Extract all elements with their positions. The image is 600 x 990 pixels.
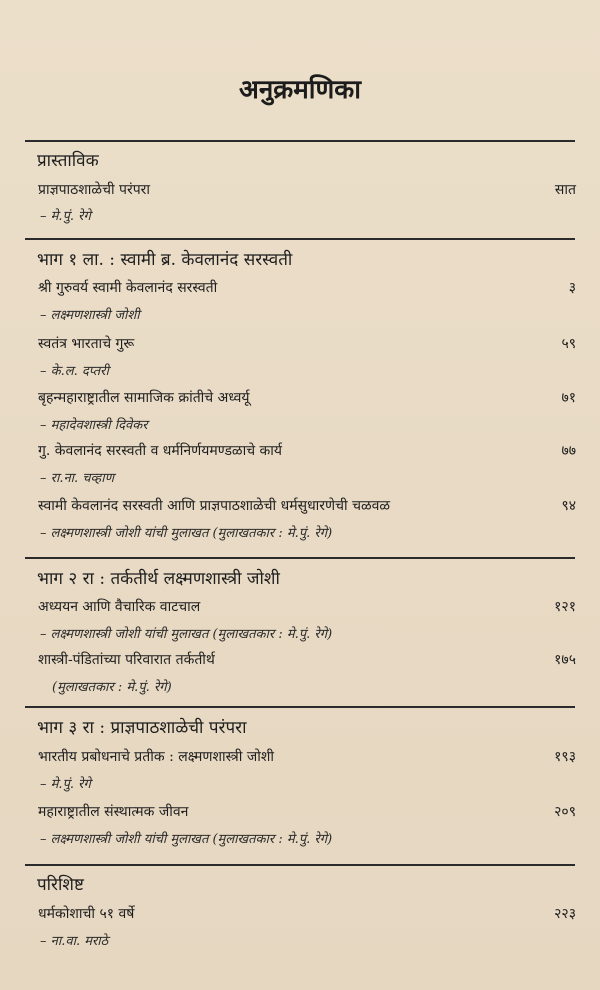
section-divider (25, 864, 575, 866)
section-heading-appendix: परिशिष्ट (37, 875, 84, 895)
toc-entry-page: ७१ (561, 390, 576, 406)
toc-entry-title[interactable]: श्री गुरुवर्य स्वामी केवलानंद सरस्वती (38, 280, 218, 296)
toc-entry-author: (मुलाखतकार : मे.पुं. रेगे) (52, 680, 172, 695)
toc-entry-author: – मे.पुं. रेगे (40, 209, 91, 224)
toc-entry-title[interactable]: प्राज्ञपाठशाळेची परंपरा (38, 182, 151, 198)
section-divider (25, 238, 575, 240)
toc-entry-page: २२३ (554, 906, 576, 922)
section-divider (25, 140, 575, 142)
toc-entry-page: ५९ (561, 336, 576, 352)
section-divider (25, 557, 575, 559)
toc-entry-author: – लक्ष्मणशास्त्री जोशी यांची मुलाखत (मुलाखतकार : मे.पुं. रेगे) (40, 832, 333, 847)
toc-entry-title[interactable]: बृहन्महाराष्ट्रातील सामाजिक क्रांतीचे अध्वर्यू (38, 390, 250, 406)
page-title: अनुक्रमणिका (238, 75, 362, 105)
toc-entry-title[interactable]: शास्त्री-पंडितांच्या परिवारात तर्कतीर्थ (38, 652, 215, 668)
toc-entry-page: १२१ (554, 599, 576, 615)
toc-entry-title[interactable]: गु. केवलानंद सरस्वती व धर्मनिर्णयमण्डळाचे कार्य (38, 443, 283, 459)
toc-entry-title[interactable]: भारतीय प्रबोधनाचे प्रतीक : लक्ष्मणशास्त्री जोशी (38, 749, 275, 765)
toc-entry-page: ७७ (561, 443, 576, 459)
section-heading-part-1: भाग १ ला. : स्वामी ब्र. केवलानंद सरस्वती (37, 250, 293, 270)
toc-entry-title[interactable]: स्वतंत्र भारताचे गुरू (38, 336, 135, 352)
section-heading-part-2: भाग २ रा : तर्कतीर्थ लक्ष्मणशास्त्री जोशी (37, 569, 280, 589)
toc-entry-author: – रा.ना. चव्हाण (40, 471, 114, 486)
section-divider (25, 706, 575, 708)
section-heading-prastavik: प्रास्ताविक (37, 151, 99, 171)
toc-entry-page: सात (554, 182, 576, 198)
toc-entry-page: २०९ (554, 804, 576, 820)
toc-entry-page: १९३ (554, 749, 576, 765)
toc-entry-author: – लक्ष्मणशास्त्री जोशी यांची मुलाखत (मुलाखतकार : मे.पुं. रेगे) (40, 627, 333, 642)
toc-entry-author: – महादेवशास्त्री दिवेकर (40, 418, 148, 433)
toc-entry-author: – के.ल. दप्तरी (40, 364, 109, 379)
toc-entry-author: – ना.वा. मराठे (40, 934, 109, 949)
toc-entry-page: ३ (568, 280, 576, 296)
toc-entry-author: – मे.पुं. रेगे (40, 777, 91, 792)
toc-entry-title[interactable]: धर्मकोशाची ५१ वर्षे (38, 906, 135, 922)
toc-entry-title[interactable]: महाराष्ट्रातील संस्थात्मक जीवन (38, 804, 189, 820)
toc-entry-title[interactable]: अध्ययन आणि वैचारिक वाटचाल (38, 599, 201, 615)
toc-entry-title[interactable]: स्वामी केवलानंद सरस्वती आणि प्राज्ञपाठशाळेची धर्मसुधारणेची चळवळ (38, 498, 391, 514)
toc-entry-author: – लक्ष्मणशास्त्री जोशी यांची मुलाखत (मुलाखतकार : मे.पुं. रेगे) (40, 526, 333, 541)
toc-entry-author: – लक्ष्मणशास्त्री जोशी (40, 308, 140, 323)
toc-entry-page: ९४ (561, 498, 576, 514)
section-heading-part-3: भाग ३ रा : प्राज्ञपाठशाळेची परंपरा (37, 718, 247, 738)
toc-entry-page: १७५ (554, 652, 576, 668)
